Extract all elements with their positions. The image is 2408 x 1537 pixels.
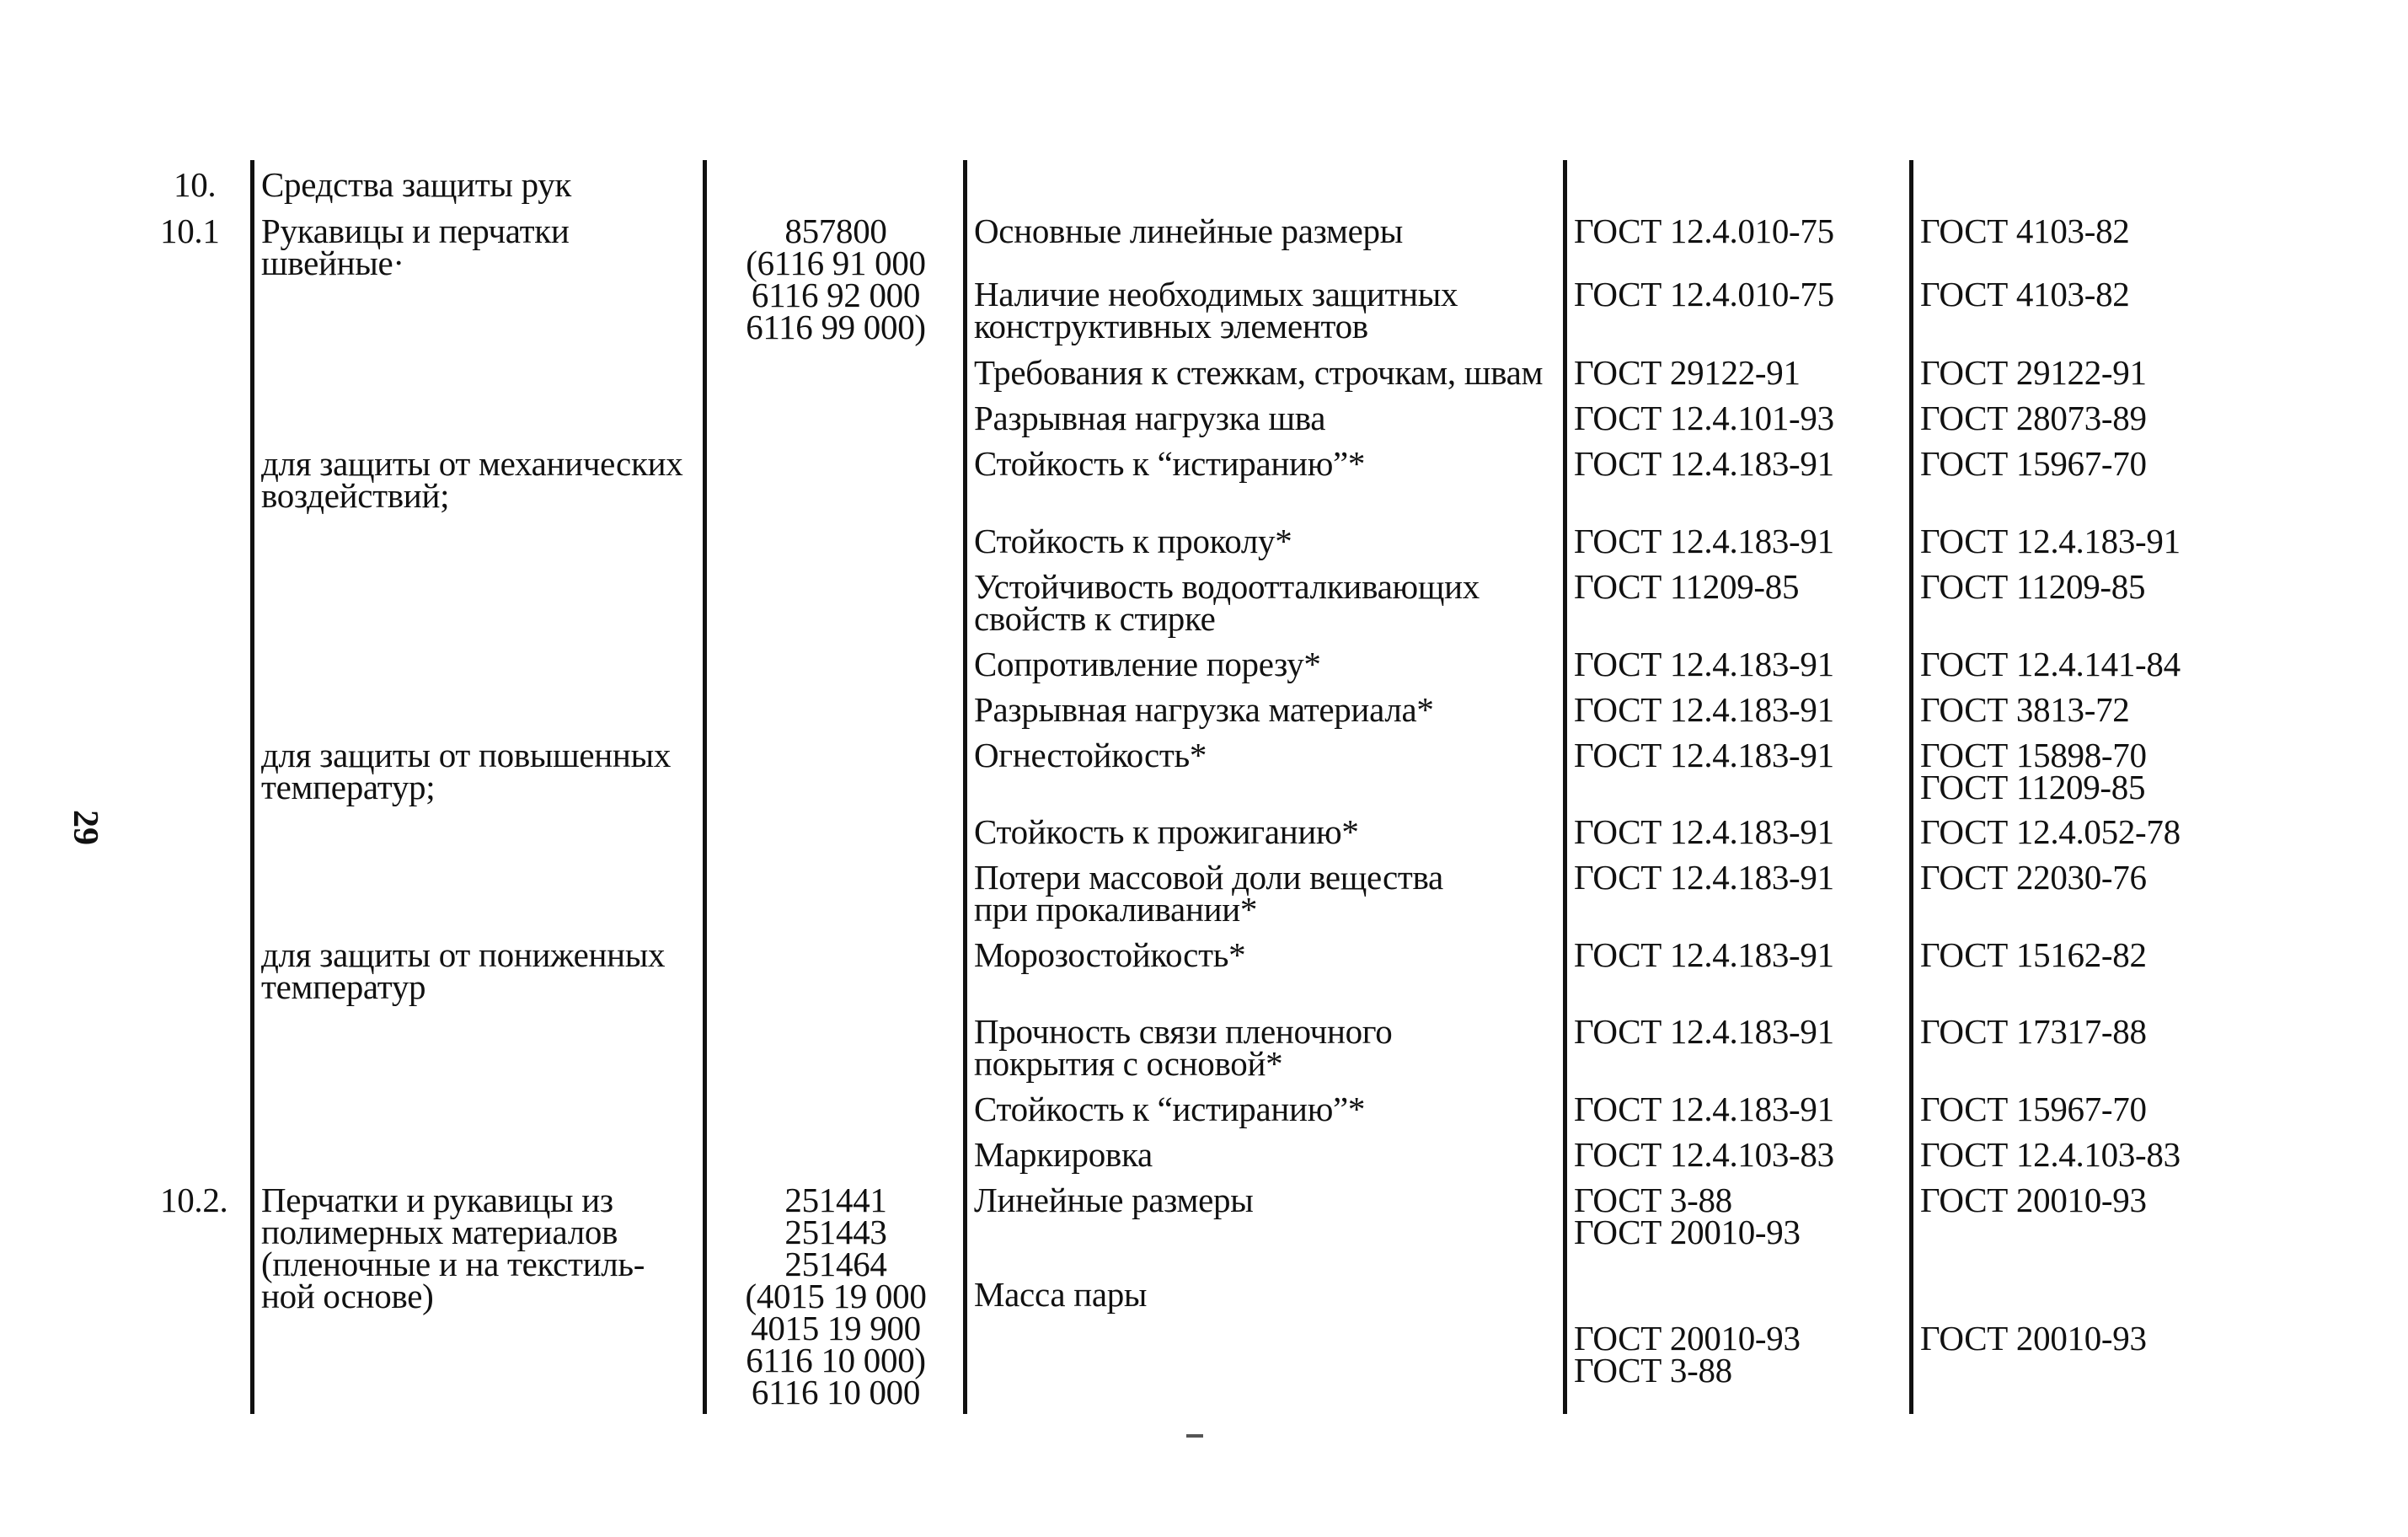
product-code: 4015 19 900 — [751, 1309, 921, 1347]
nd-test-methods: ГОСТ 28073-89 — [1920, 399, 2147, 437]
indicator-text: Разрывная нагрузка шва — [974, 399, 1326, 437]
nd-test-methods: ГОСТ 11209-85 — [1920, 768, 2146, 806]
product-code: 6116 10 000) — [746, 1341, 926, 1379]
nd-requirements: ГОСТ 12.4.183-91 — [1574, 522, 1834, 560]
nd-test-methods: ГОСТ 12.4.141-84 — [1920, 645, 2181, 683]
nd-requirements: ГОСТ 3-88 — [1574, 1351, 1732, 1390]
page-number: 29 — [66, 810, 104, 845]
column-divider — [1909, 160, 1913, 1414]
nd-requirements: ГОСТ 12.4.010-75 — [1574, 212, 1834, 250]
nd-test-methods: ГОСТ 11209-85 — [1920, 567, 2146, 606]
nd-test-methods: ГОСТ 3813-72 — [1920, 690, 2130, 729]
indicator-text: при прокаливании* — [974, 890, 1258, 929]
nd-requirements: ГОСТ 12.4.101-93 — [1574, 399, 1834, 437]
product-name: воздействий; — [261, 476, 450, 515]
indicator-text: Масса пары — [974, 1275, 1148, 1314]
product-code: 857800 — [784, 212, 887, 250]
nd-requirements: ГОСТ 11209-85 — [1574, 567, 1800, 606]
nd-requirements: ГОСТ 12.4.183-91 — [1574, 935, 1834, 974]
indicator-text: Маркировка — [974, 1135, 1153, 1174]
nd-test-methods: ГОСТ 12.4.183-91 — [1920, 522, 2181, 560]
product-code: 251443 — [784, 1213, 887, 1251]
nd-test-methods: ГОСТ 17317-88 — [1920, 1012, 2147, 1051]
product-name: Средства защиты рук — [261, 165, 572, 204]
product-name: для защиты от повышенных — [261, 736, 672, 774]
indicator-text: Требования к стежкам, строчкам, швам — [974, 353, 1544, 392]
product-code: 6116 92 000 — [751, 276, 921, 314]
nd-requirements: ГОСТ 12.4.183-91 — [1574, 645, 1834, 683]
indicator-text: Стойкость к проколу* — [974, 522, 1292, 560]
nd-requirements: ГОСТ 12.4.103-83 — [1574, 1135, 1834, 1174]
nd-test-methods: ГОСТ 20010-93 — [1920, 1319, 2147, 1358]
indicator-text: Потери массовой доли вещества — [974, 858, 1443, 897]
row-number: 10. — [174, 165, 217, 204]
indicator-text: свойств к стирке — [974, 599, 1216, 638]
product-code: 251464 — [784, 1245, 887, 1283]
product-code: (6116 91 000 — [746, 244, 926, 282]
indicator-text: Стойкость к прожиганию* — [974, 812, 1359, 851]
row-number: 10.2. — [160, 1181, 228, 1219]
nd-requirements: ГОСТ 20010-93 — [1574, 1213, 1801, 1251]
indicator-text: Стойкость к “истиранию”* — [974, 444, 1366, 483]
nd-requirements: ГОСТ 12.4.183-91 — [1574, 1090, 1834, 1128]
product-name: температур; — [261, 768, 436, 806]
product-name: ной основе) — [261, 1277, 434, 1315]
nd-test-methods: ГОСТ 20010-93 — [1920, 1181, 2147, 1219]
product-name: полимерных материалов — [261, 1213, 618, 1251]
nd-test-methods: ГОСТ 29122-91 — [1920, 353, 2147, 392]
product-name: для защиты от механических — [261, 444, 683, 483]
nd-requirements: ГОСТ 20010-93 — [1574, 1319, 1801, 1358]
nd-requirements: ГОСТ 3-88 — [1574, 1181, 1732, 1219]
product-name: (пленочные и на текстиль- — [261, 1245, 645, 1283]
indicator-text: Морозостойкость* — [974, 935, 1246, 974]
product-name: Перчатки и рукавицы из — [261, 1181, 613, 1219]
nd-test-methods: ГОСТ 12.4.103-83 — [1920, 1135, 2181, 1174]
nd-requirements: ГОСТ 12.4.010-75 — [1574, 275, 1834, 313]
product-name: для защиты от пониженных — [261, 935, 666, 974]
indicator-text: Прочность связи пленочного — [974, 1012, 1393, 1051]
nd-test-methods: ГОСТ 15967-70 — [1920, 1090, 2147, 1128]
indicator-text: Сопротивление порезу* — [974, 645, 1321, 683]
indicator-text: Линейные размеры — [974, 1181, 1254, 1219]
nd-test-methods: ГОСТ 12.4.052-78 — [1920, 812, 2181, 851]
nd-test-methods: ГОСТ 15898-70 — [1920, 736, 2147, 774]
nd-requirements: ГОСТ 12.4.183-91 — [1574, 736, 1834, 774]
nd-test-methods: ГОСТ 15967-70 — [1920, 444, 2147, 483]
nd-test-methods: ГОСТ 22030-76 — [1920, 858, 2147, 897]
indicator-text: Стойкость к “истиранию”* — [974, 1090, 1366, 1128]
nd-requirements: ГОСТ 29122-91 — [1574, 353, 1801, 392]
column-divider — [1563, 160, 1567, 1414]
column-divider — [250, 160, 254, 1414]
nd-test-methods: ГОСТ 4103-82 — [1920, 275, 2130, 313]
indicator-text: Наличие необходимых защитных — [974, 275, 1458, 313]
nd-test-methods: ГОСТ 4103-82 — [1920, 212, 2130, 250]
product-code: 6116 10 000 — [751, 1373, 921, 1411]
nd-requirements: ГОСТ 12.4.183-91 — [1574, 812, 1834, 851]
indicator-text: конструктивных элементов — [974, 307, 1368, 345]
indicator-text: Основные линейные размеры — [974, 212, 1403, 250]
product-code: 251441 — [784, 1181, 887, 1219]
product-code: 6116 99 000) — [746, 308, 926, 346]
product-name: Рукавицы и перчатки — [261, 212, 570, 250]
product-code: (4015 19 000 — [745, 1277, 927, 1315]
nd-requirements: ГОСТ 12.4.183-91 — [1574, 1012, 1834, 1051]
nd-requirements: ГОСТ 12.4.183-91 — [1574, 444, 1834, 483]
nd-requirements: ГОСТ 12.4.183-91 — [1574, 690, 1834, 729]
indicator-text: Устойчивость водоотталкивающих — [974, 567, 1480, 606]
indicator-text: Разрывная нагрузка материала* — [974, 690, 1434, 729]
product-name: швейные· — [261, 244, 404, 282]
product-name: температур — [261, 967, 426, 1006]
indicator-text: покрытия с основой* — [974, 1044, 1283, 1083]
nd-requirements: ГОСТ 12.4.183-91 — [1574, 858, 1834, 897]
indicator-text: Огнестойкость* — [974, 736, 1207, 774]
footer-dash — [1186, 1434, 1203, 1438]
nd-test-methods: ГОСТ 15162-82 — [1920, 935, 2147, 974]
row-number: 10.1 — [160, 212, 220, 250]
